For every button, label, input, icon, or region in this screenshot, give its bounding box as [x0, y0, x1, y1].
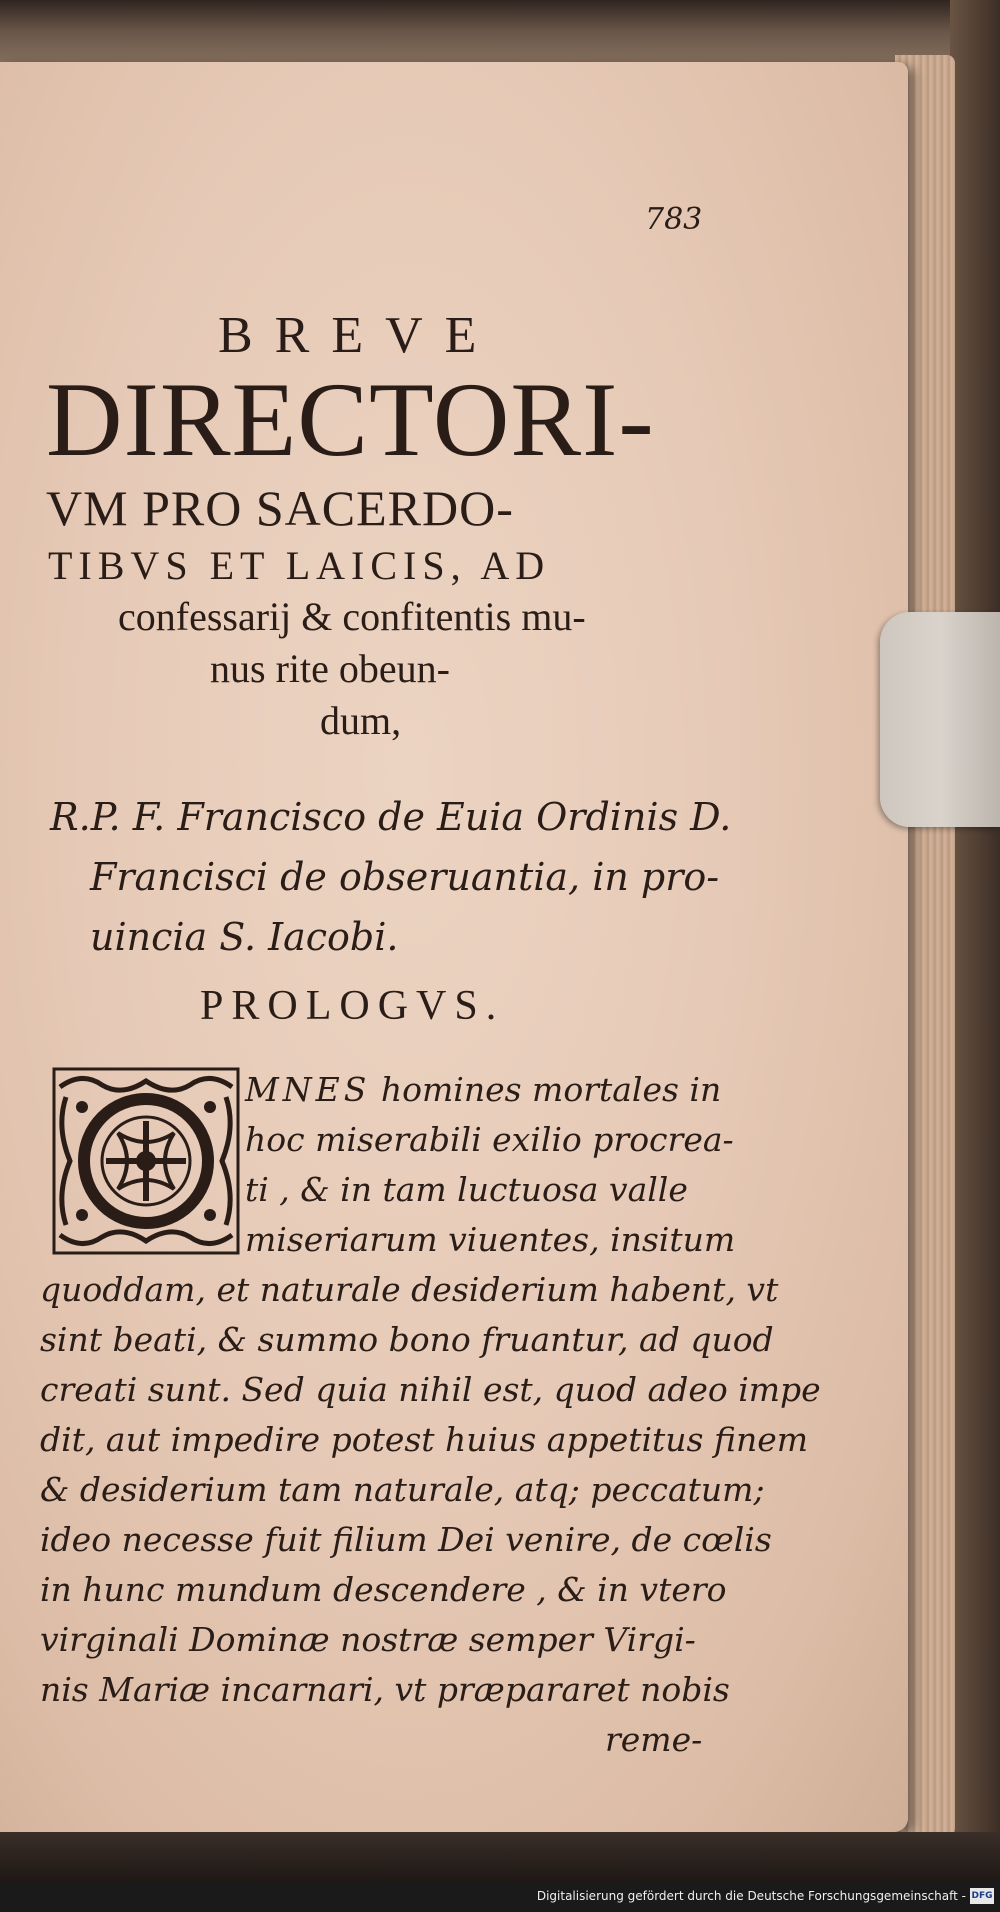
title-line-7: dum,	[320, 698, 402, 743]
dfg-logo-icon: DFG	[970, 1888, 994, 1904]
page-number: 783	[645, 202, 703, 237]
title-line-6: nus rite obeun-	[210, 646, 450, 691]
title-line-5: confessarij & confitentis mu-	[118, 594, 586, 639]
author-line-2: Francisci de obseruantia, in pro-	[90, 855, 720, 899]
title-line-2: DIRECTORI-	[46, 361, 655, 478]
title-line-1: BREVE	[218, 307, 499, 364]
catchword: reme-	[605, 1720, 703, 1759]
text-line: dit, aut impedire potest huius appetitus finem	[40, 1420, 809, 1459]
author-line-3: uincia S. Iacobi.	[90, 915, 399, 959]
text-caps: MNES	[245, 1070, 371, 1109]
text-line: in hunc mundum descendere , & in vtero	[40, 1570, 727, 1609]
text-rest: homines mortales in	[370, 1070, 722, 1109]
prologue-text	[40, 1065, 821, 1765]
book-cover-edge	[950, 0, 1000, 1912]
author-block	[50, 787, 770, 967]
section-heading: PROLOGVS.	[200, 983, 505, 1029]
text-line: & desiderium tam naturale, atq; peccatum;	[40, 1470, 765, 1509]
digitization-footer	[0, 1882, 1000, 1912]
text-line: nis Mariæ incarnari, vt præpararet nobis	[40, 1670, 730, 1709]
book-top-edge	[0, 0, 1000, 70]
text-line: sint beati, & summo bono fruantur, ad quod	[40, 1320, 774, 1359]
text-line	[245, 1065, 740, 1115]
text-line: miseriarum viuentes, insitum	[245, 1220, 736, 1259]
title-line-3: VM PRO SACERDO-	[46, 480, 514, 536]
text-line: ti , & in tam luctuosa valle	[245, 1170, 688, 1209]
text-line: quoddam, et naturale desiderium habent, vt	[40, 1270, 779, 1309]
text-line: creati sunt. Sed quia nihil est, quod adeo impe	[40, 1370, 821, 1409]
funding-notice: Digitalisierung gefördert durch die Deutsche Forschungsgemeinschaft -	[536, 1889, 966, 1903]
title-block	[40, 307, 760, 747]
author-line-1: R.P. F. Francisco de Euia Ordinis D.	[50, 795, 732, 839]
page-clip	[880, 612, 1000, 827]
text-line: virginali Dominæ nostræ semper Virgi-	[40, 1620, 696, 1659]
title-line-4: TIBVS ET LAICIS, AD	[48, 543, 551, 588]
book-page	[0, 62, 908, 1832]
text-line: hoc miserabili exilio procrea-	[245, 1120, 734, 1159]
book-bottom-edge	[0, 1832, 1000, 1882]
text-line: ideo necesse fuit filium Dei venire, de cœlis	[40, 1520, 772, 1559]
